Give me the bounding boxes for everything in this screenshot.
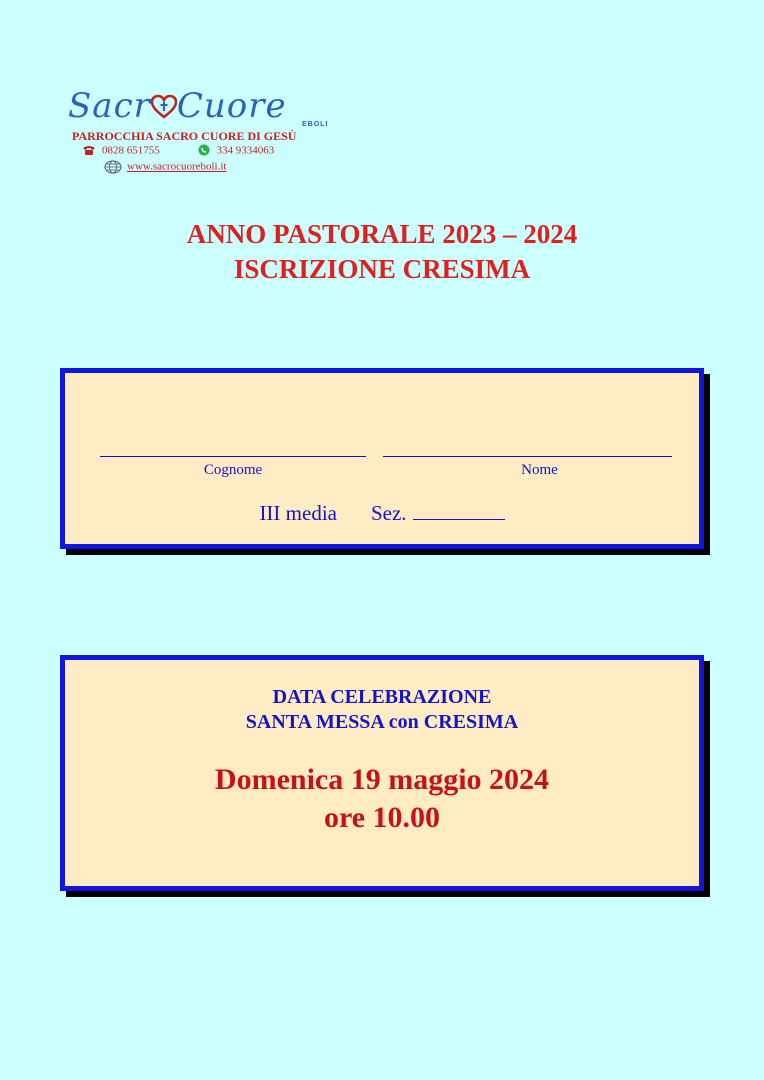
telephone-icon bbox=[82, 144, 96, 156]
surname-field[interactable] bbox=[100, 456, 366, 457]
whatsapp-icon bbox=[197, 144, 211, 156]
website-link[interactable]: www.sacrocuoreboli.it bbox=[127, 160, 227, 173]
class-label: III media bbox=[259, 501, 337, 525]
phone-number: 0828 651755 bbox=[102, 144, 160, 157]
parish-logo bbox=[68, 86, 328, 176]
celebration-heading: DATA CELEBRAZIONE bbox=[272, 686, 492, 708]
section-label: Sez. bbox=[370, 501, 407, 525]
celebration-subheading: SANTA MESSA con CRESIMA bbox=[245, 711, 519, 733]
name-label: Nome bbox=[521, 462, 558, 478]
town-label: EBOLI bbox=[302, 121, 329, 128]
name-field[interactable] bbox=[383, 456, 672, 457]
parish-name: PARROCCHIA SACRO CUORE DI GESÙ bbox=[72, 129, 297, 143]
brand-part-1: Sacr bbox=[68, 86, 151, 126]
brand-part-2: Cuore bbox=[176, 86, 287, 126]
contact-row bbox=[82, 144, 274, 156]
class-row bbox=[65, 501, 699, 526]
page-subtitle: ISCRIZIONE CRESIMA bbox=[233, 254, 531, 284]
page-title: ANNO PASTORALE 2023 – 2024 bbox=[186, 219, 578, 249]
surname-label: Cognome bbox=[203, 462, 263, 478]
registration-form-box bbox=[60, 368, 704, 549]
globe-icon bbox=[104, 160, 122, 174]
celebration-time: ore 10.00 bbox=[323, 801, 441, 834]
whatsapp-number: 334 9334063 bbox=[216, 144, 275, 157]
section-field[interactable] bbox=[413, 503, 505, 520]
celebration-date: Domenica 19 maggio 2024 bbox=[214, 763, 550, 796]
celebration-info-box bbox=[60, 655, 704, 891]
brand-wordmark bbox=[68, 86, 287, 126]
website-row[interactable] bbox=[104, 160, 226, 174]
heart-cross-icon bbox=[151, 94, 177, 120]
